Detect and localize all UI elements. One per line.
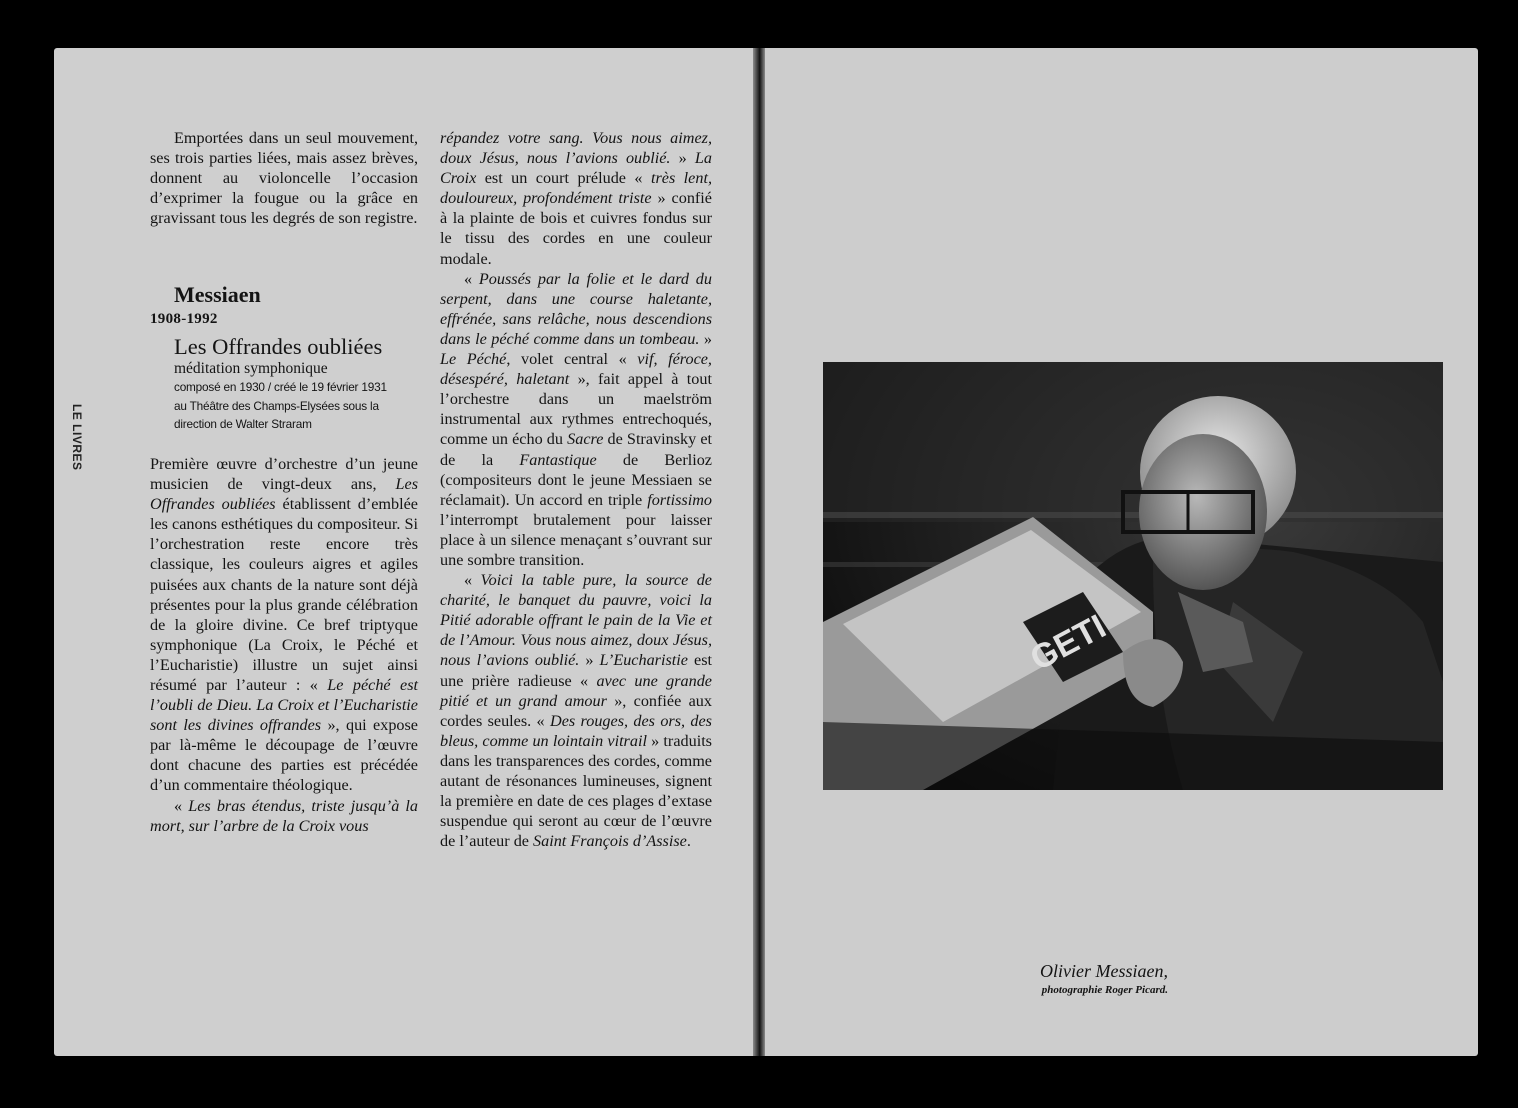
composer-dates: 1908-1992 — [150, 311, 218, 328]
work-details-line-2: au Théâtre des Champs-Elysées sous la — [174, 398, 379, 413]
body-paragraph-3: répandez votre sang. Vous nous aimez, doux Jésus, nous l’avions oublié. » La Croix est un court prélude « très lent, douloureux, profondément triste » confié à la plainte de bois et cuivres fondus sur le tissu des cordes en une couleur modale. — [440, 129, 713, 268]
work-details-line-3: direction de Walter Straram — [174, 416, 312, 431]
right-column — [440, 128, 712, 851]
side-label: LE LIVRES — [70, 404, 84, 471]
body-paragraph-2: « Les bras étendus, triste jusqu’à la mort, sur l’arbre de la Croix vous — [150, 796, 419, 835]
work-title: Les Offrandes oubliées — [174, 334, 383, 360]
portrait-photo — [823, 362, 1443, 790]
caption-name: Olivier Messiaen, — [1040, 961, 1168, 981]
composer-name: Messiaen — [174, 282, 261, 308]
body-paragraph-1: Première œuvre d’orchestre d’un jeune musicien de vingt-deux ans, Les Offrandes oubliées établissent d’emblée les canons esthétiques du compositeur. Si l’orchestration reste encore très classique, les couleurs aigres et agiles puisées aux chants de la nature sont déjà présentes pour la plus grande célébration de la gloire divine. Ce bref triptyque symphonique (La Croix, le Péché et l’Eucharistie) illustre un sujet ainsi résumé par l’auteur : « Le péché est l’oubli de Dieu. La Croix et l’Eucharistie sont les divines offrandes », qui expose par là-même le découpage de l’œuvre dont chacune des parties est précédée d’un commentaire théologique. — [150, 454, 418, 795]
intro-paragraph: Emportées dans un seul mouvement, ses trois parties liées, mais assez brèves, donnent au violoncelle l’occasion d’exprimer la fougue ou la grâce en gravissant tous les degrés de son registre. — [150, 129, 418, 228]
work-subtitle: méditation symphonique — [174, 360, 328, 378]
left-column — [150, 128, 418, 836]
svg-text:GETI: GETI — [1024, 607, 1113, 679]
left-page — [54, 48, 753, 1056]
body-paragraph-5: « Voici la table pure, la source de charité, le banquet du pauvre, voici la Pitié adorable offrant le pain de la Vie et de l’Amour. Vous nous aimez, doux Jésus, nous l’avions oublié. » L’Eucharistie est une prière radieuse « avec une grande pitié et un grand amour », confiée aux cordes seules. « Des rouges, des ors, des bleus, comme un lointain vitrail » traduits dans les transparences des cordes, comme autant de résonances lumineuses, signent la première en date de ces plages d’extase suspendue qui seront au cœur de l’œuvre de l’auteur de Saint François d’Assise. — [440, 571, 712, 851]
book-gutter — [753, 48, 765, 1056]
work-details-line-1: composé en 1930 / créé le 19 février 1931 — [174, 380, 387, 395]
photo-caption — [990, 960, 1168, 998]
portrait-photo-image — [823, 362, 1443, 790]
caption-credit: photographie Roger Picard. — [1041, 984, 1168, 996]
body-paragraph-4: « Poussés par la folie et le dard du serpent, dans une course haletante, effrénée, sans relâche, nous descendions dans le péché comme dans un tombeau. » Le Péché, volet central « vif, féroce, désespéré, haletant », fait appel à tout l’orchestre dans un maelström instrumental aux rythmes entrechoqués, comme un écho du Sacre de Stravinsky et de la Fantastique de Berlioz (compositeurs dont le jeune Messiaen se réclamait). Un accord en triple fortissimo l’interrompt brutalement pour laisser place à un silence menaçant s’ouvrant sur une sombre transition. — [440, 269, 713, 569]
program-heading — [150, 282, 418, 434]
right-page — [765, 48, 1478, 1056]
